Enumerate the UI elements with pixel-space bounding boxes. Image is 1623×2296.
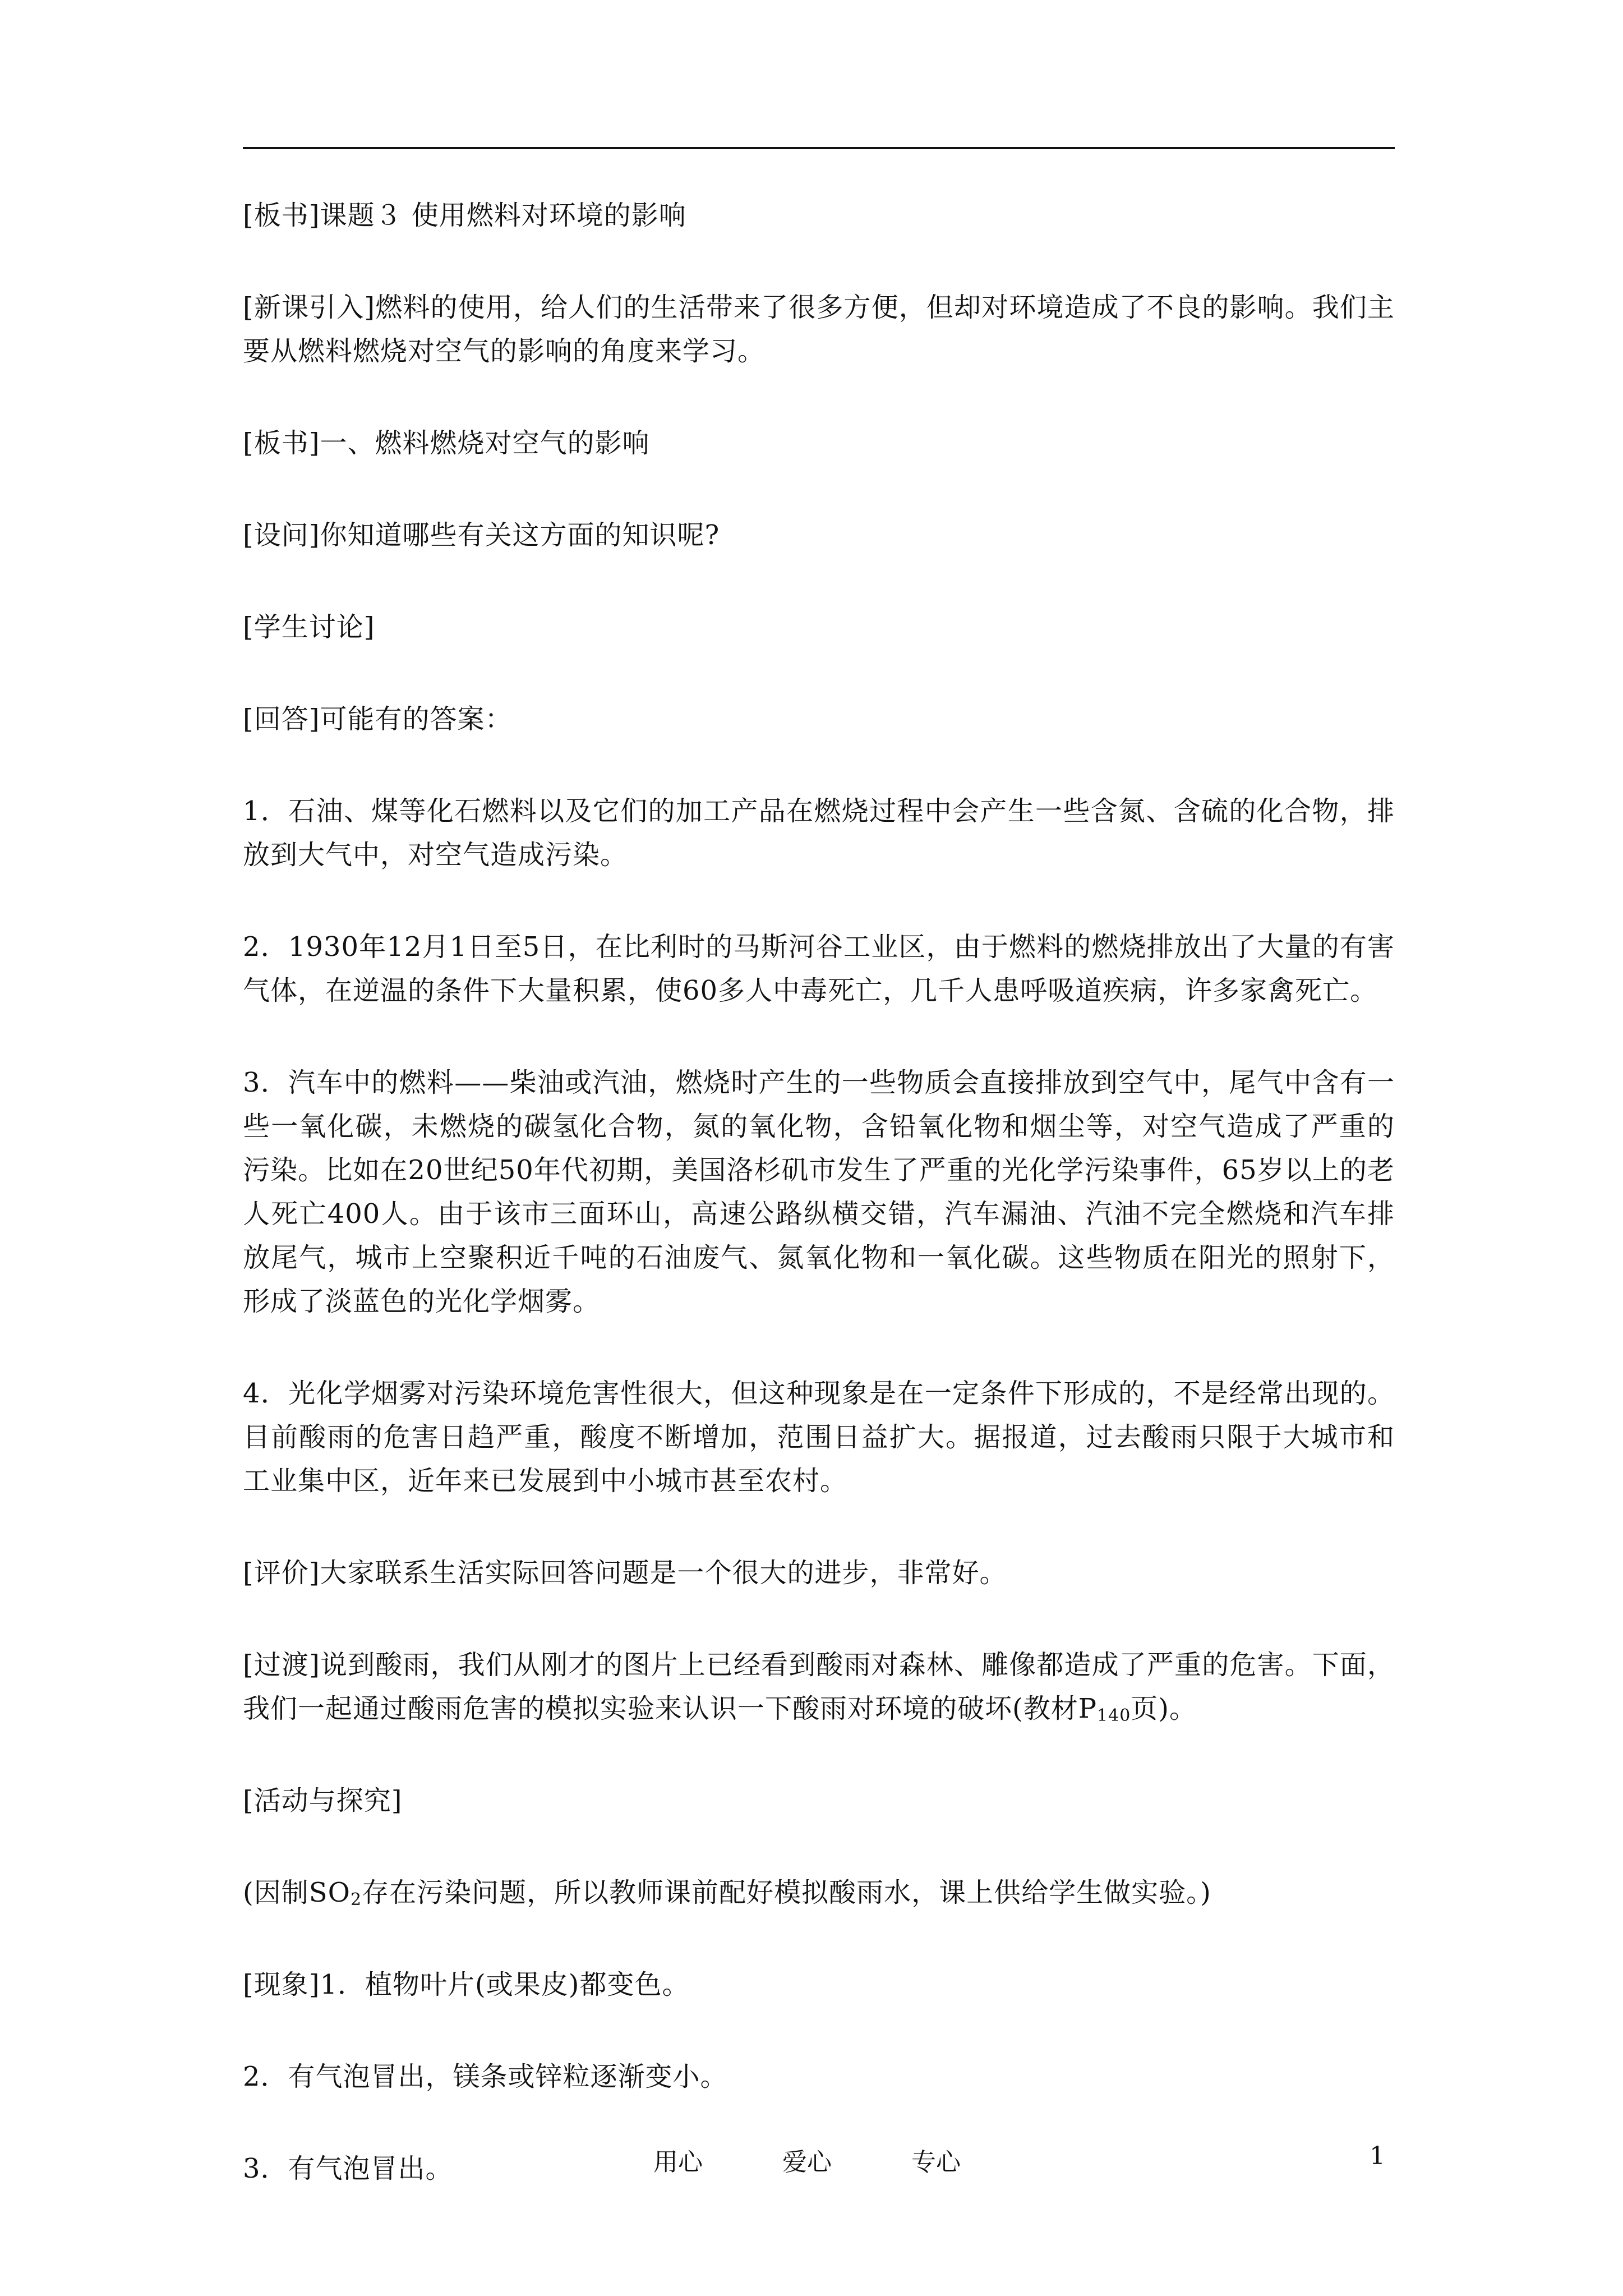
- observation-3: 3．有气泡冒出。: [243, 2153, 453, 2184]
- page-footer: [0, 2142, 1623, 2181]
- note-text-end: 存在污染问题，所以教师课前配好模拟酸雨水，课上供给学生做实验。): [362, 1877, 1211, 1908]
- page-number: 1: [1370, 2142, 1385, 2170]
- header-rule: [243, 147, 1395, 149]
- heading-section-one: [板书]一、燃料燃烧对空气的影响: [243, 427, 650, 459]
- answer-item-4: 4．光化学烟雾对污染环境危害性很大，但这种现象是在一定条件下形成的，不是经常出现的。目前酸雨的危害日趋严重，酸度不断增加，范围日益扩大。据报道，过去酸雨只限于大城市和工业集中区，近年来已发展到中小城市甚至农村。: [243, 1378, 1395, 1497]
- transition-paragraph: [243, 1643, 1395, 1731]
- footer-item-3: 专心: [911, 2148, 961, 2177]
- footer-item-1: 用心: [653, 2148, 703, 2177]
- answer-item-1: 1．石油、煤等化石燃料以及它们的加工产品在燃烧过程中会产生一些含氮、含硫的化合物，排放到大气中，对空气造成污染。: [243, 795, 1395, 871]
- document-body: [243, 194, 1395, 2239]
- note-text: (因制SO: [243, 1877, 351, 1908]
- footer-item-2: 爱心: [782, 2148, 832, 2177]
- so2-subscript: 2: [350, 1890, 362, 1910]
- page-subscript: 140: [1097, 1706, 1131, 1726]
- observation-1: [现象]1．植物叶片(或果皮)都变色。: [243, 1969, 690, 2000]
- heading-topic: [板书]课题３ 使用燃料对环境的影响: [243, 200, 686, 231]
- observation-2: 2．有气泡冒出，镁条或锌粒逐渐变小。: [243, 2061, 728, 2092]
- footer-motto: [653, 2142, 961, 2178]
- experiment-note: [243, 1871, 1395, 1915]
- answer-item-3: 3．汽车中的燃料——柴油或汽油，燃烧时产生的一些物质会直接排放到空气中，尾气中含有一些一氧化碳，未燃烧的碳氢化合物，氮的氧化物，含铅氧化物和烟尘等，对空气造成了严重的污染。比如在20世纪50年代初期，美国洛杉矶市发生了严重的光化学污染事件，65岁以上的老人死亡400人。由于该市三面环山，高速公路纵横交错，汽车漏油、汽油不完全燃烧和汽车排放尾气，城市上空聚积近千吨的石油废气、氮氧化物和一氧化碳。这些物质在阳光的照射下，形成了淡蓝色的光化学烟雾。: [243, 1067, 1395, 1317]
- transition-text-end: 页)。: [1131, 1693, 1197, 1724]
- answer-label: [回答]可能有的答案：: [243, 703, 513, 735]
- activity-heading: [活动与探究]: [243, 1785, 403, 1816]
- transition-text: [过渡]说到酸雨，我们从刚才的图片上已经看到酸雨对森林、雕像都造成了严重的危害。下面，我们一起通过酸雨危害的模拟实验来认识一下酸雨对环境的破坏(教材P: [243, 1649, 1395, 1724]
- answer-item-2: 2．1930年12月1日至5日，在比利时的马斯河谷工业区，由于燃料的燃烧排放出了大量的有害气体，在逆温的条件下大量积累，使60多人中毒死亡，几千人患呼吸道疾病，许多家禽死亡。: [243, 931, 1395, 1006]
- evaluation-paragraph: [评价]大家联系生活实际回答问题是一个很大的进步，非常好。: [243, 1557, 1007, 1589]
- intro-paragraph: [新课引入]燃料的使用，给人们的生活带来了很多方便，但却对环境造成了不良的影响。我们主要从燃料燃烧对空气的影响的角度来学习。: [243, 292, 1395, 367]
- discussion-label: [学生讨论]: [243, 611, 375, 643]
- question-paragraph: [设问]你知道哪些有关这方面的知识呢?: [243, 519, 720, 551]
